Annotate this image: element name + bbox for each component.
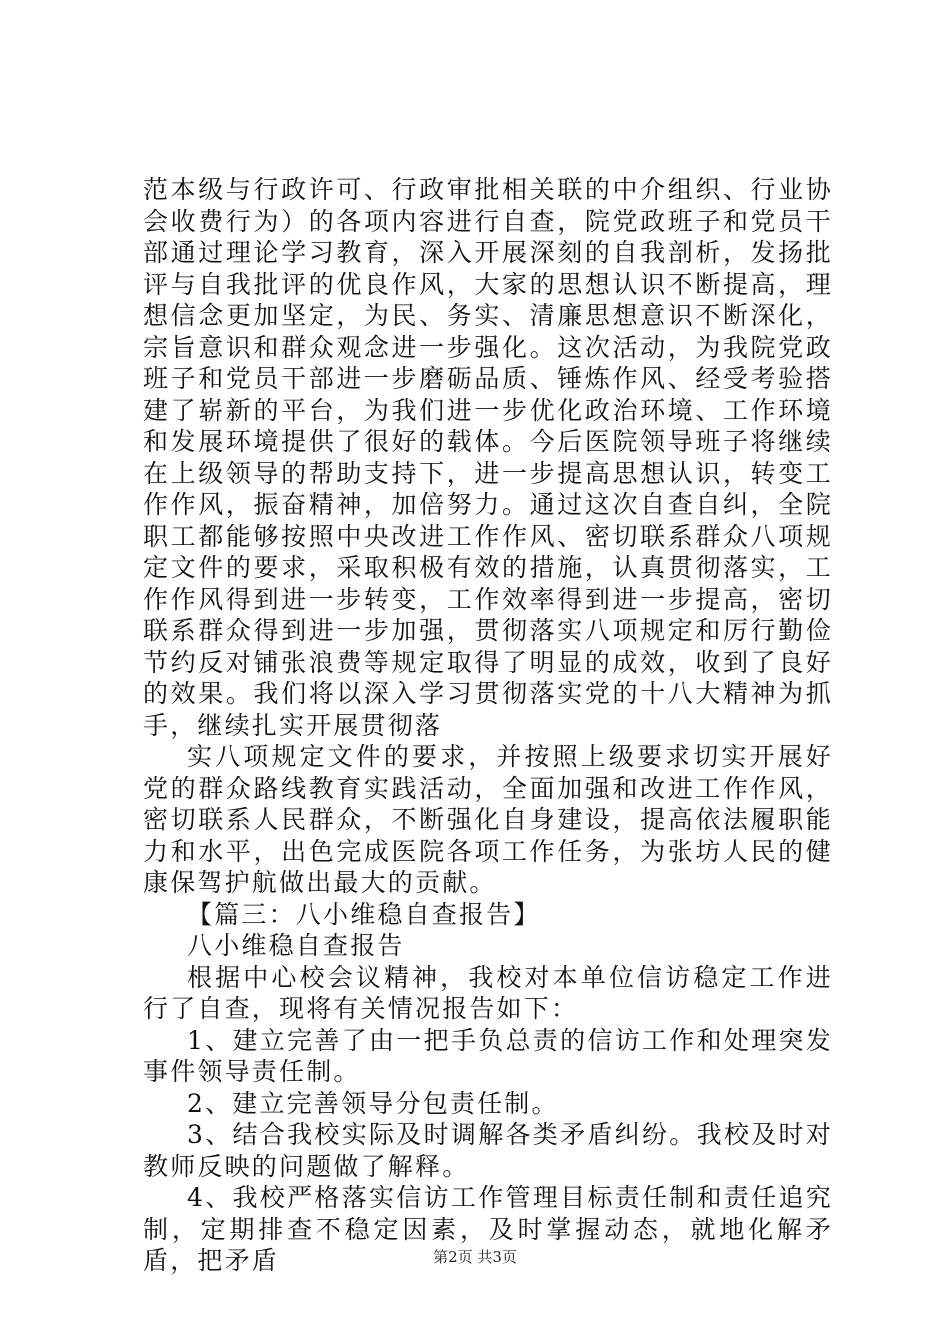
list-item-1: 1、建立完善了由一把手负总责的信访工作和处理突发事件领导责任制。 [143,1025,833,1086]
section-heading: 【篇三：八小维稳自查报告】 [187,899,541,929]
list-item-2: 2、建立完善领导分包责任制。 [187,1088,559,1118]
page-number: 第2页 共3页 [433,1248,517,1266]
document-body [143,174,833,1277]
list-item-3: 3、结合我校实际及时调解各类矛盾纠纷。我校及时对教师反映的问题做了解释。 [143,1120,833,1181]
report-title: 八小维稳自查报告 [187,931,405,960]
paragraph-continuation: 范本级与行政许可、行政审批相关联的中介组织、行业协会收费行为）的各项内容进行自查，院党政班子和党员干部通过理论学习教育，深入开展深刻的自我剖析，发扬批评与自我批评的优良作风，大家的思想认识不断提高，理想信念更加坚定，为民、务实、清廉思想意识不断深化，宗旨意识和群众观念进一步强化。这次活动，为我院党政班子和党员干部进一步磨砺品质、锤炼作风、经受考验搭建了崭新的平台，为我们进一步优化政治环境、工作环境和发展环境提供了很好的载体。今后医院领导班子将继续在上级领导的帮助支持下，进一步提高思想认识，转变工作作风，振奋精神，加倍努力。通过这次自查自纠，全院职工都能够按照中央改进工作作风、密切联系群众八项规定文件的要求，采取积极有效的措施，认真贯彻落实，工作作风得到进一步转变，工作效率得到进一步提高，密切联系群众得到进一步加强，贯彻落实八项规定和厉行勤俭节约反对铺张浪费等规定取得了明显的成效，收到了良好的效果。我们将以深入学习贯彻落实党的十八大精神为抓手，继续扎实开展贯彻落 [143,175,833,740]
paragraph-intro: 根据中心校会议精神，我校对本单位信访稳定工作进行了自查，现将有关情况报告如下： [143,962,833,1023]
paragraph-closing: 实八项规定文件的要求，并按照上级要求切实开展好党的群众路线教育实践活动，全面加强和改进工作作风，密切联系人民群众，不断强化自身建设，提高依法履职能力和水平，出色完成医院各项工作任务，为张坊人民的健康保驾护航做出最大的贡献。 [143,742,833,897]
list-item-4: 4、我校严格落实信访工作管理目标责任制和责任追究制，定期排查不稳定因素，及时掌握动态，就地化解矛盾，把矛盾 [143,1183,833,1275]
